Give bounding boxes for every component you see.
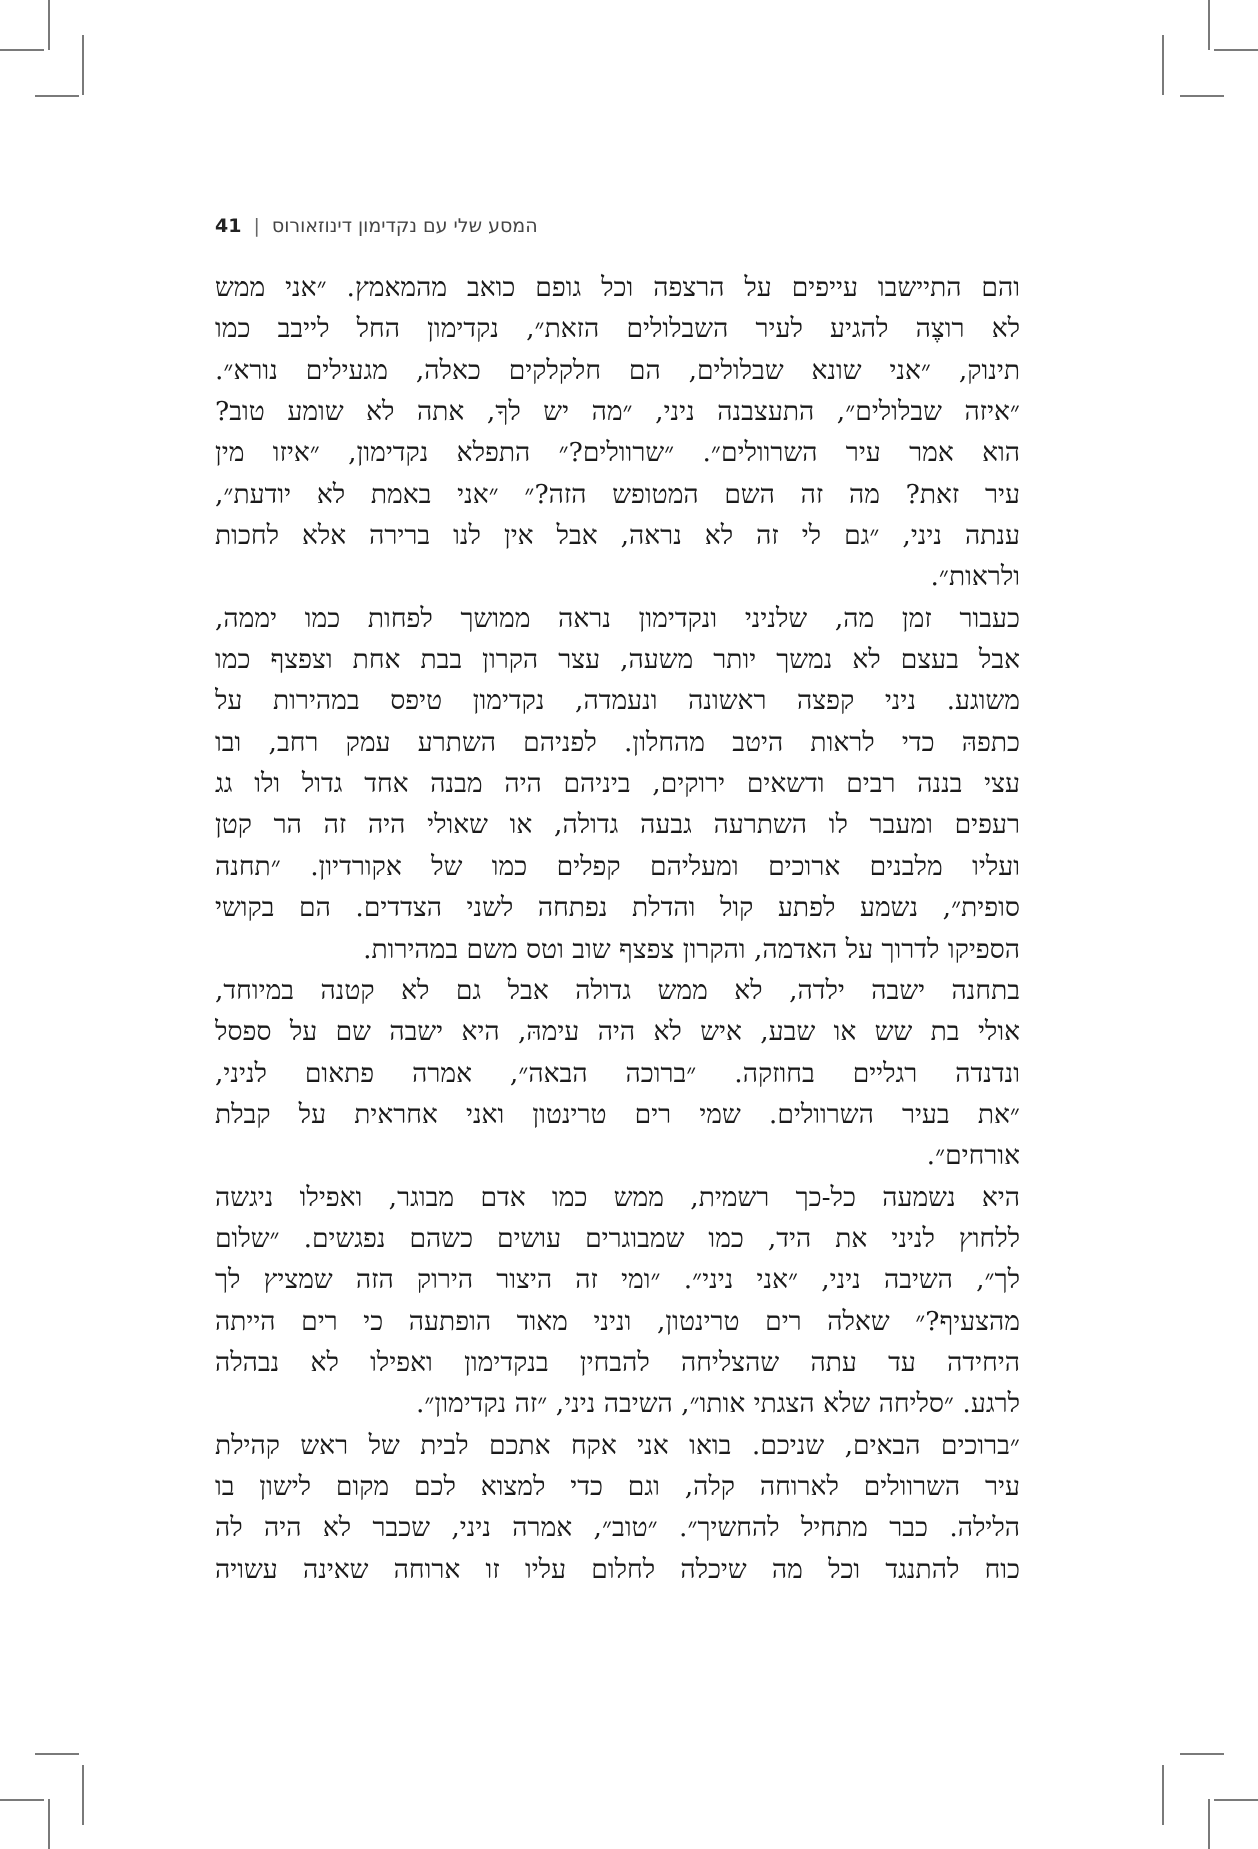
crop-mark-top-left-h2 bbox=[35, 95, 79, 97]
crop-mark-bottom-left-v2 bbox=[48, 1799, 50, 1849]
crop-mark-top-left-h bbox=[0, 49, 44, 51]
body-text bbox=[215, 267, 1020, 1590]
text-line: ללחוץ לניני את היד, כמו שמבוגרים עושים כשהם נפגשים. ״שלום bbox=[215, 1222, 1020, 1254]
text-line: ״את בעיר השרוולים. שמי רים טרינטון ואני אחראית על קבלת bbox=[215, 1098, 1020, 1130]
crop-mark-bottom-right-v bbox=[1162, 1765, 1164, 1825]
text-line: היחידה עד עתה שהצליחה להבחין בנקדימון ואפילו לא נבהלה bbox=[215, 1346, 1020, 1378]
text-line: ולראות״. bbox=[930, 561, 1020, 593]
text-line: עיר זאת? מה זה השם המטופש הזה?״ ״אני באמת לא יודעת״, bbox=[215, 478, 1020, 510]
text-line: אבל בעצם לא נמשך יותר משעה, עצר הקרון בבת אחת וצפצף כמו bbox=[215, 644, 1020, 676]
page-number: 41 bbox=[215, 215, 242, 237]
crop-mark-bottom-left-h bbox=[35, 1753, 79, 1755]
text-line: כתפהּ כדי לראות היטב מהחלון. לפניהם השתרע עמק רחב, ובו bbox=[215, 726, 1020, 758]
crop-mark-top-right-h2 bbox=[1180, 95, 1224, 97]
text-line: הוא אמר עיר השרוולים״. ״שרוולים?״ התפלא נקדימון, ״איזו מין bbox=[215, 437, 1020, 469]
text-line: אולי בת שש או שבע, איש לא היה עימהּ, היא ישבה שם על ספסל bbox=[215, 1016, 1020, 1048]
text-line: ״ברוכים הבאים, שניכם. בואו אני אקח אתכם לבית של ראש קהילת bbox=[215, 1429, 1020, 1461]
text-line: כוח להתנגד וכל מה שיכלה לחלום עליו זו ארוחה שאינה עשויה bbox=[215, 1553, 1020, 1585]
text-line: ענתה ניני, ״גם לי זה לא נראה, אבל אין לנו ברירה אלא לחכות bbox=[215, 520, 1020, 552]
text-line: תינוק, ״אני שונא שבלולים, הם חלקלקים כאלה, מגעילים נורא״. bbox=[215, 354, 1020, 386]
header-separator: | bbox=[253, 215, 260, 237]
crop-mark-bottom-right-v2 bbox=[1208, 1799, 1210, 1849]
paragraph-2 bbox=[215, 598, 1020, 970]
crop-mark-top-right-v2 bbox=[1162, 35, 1164, 95]
text-line: כעבור זמן מה, שלניני ונקדימון נראה ממושך לפחות כמו יממה, bbox=[215, 602, 1020, 634]
text-line: הלילה. כבר מתחיל להחשיך״. ״טוב״, אמרה ניני, שכבר לא היה לה bbox=[215, 1512, 1020, 1544]
crop-mark-bottom-right-h bbox=[1180, 1753, 1224, 1755]
paragraph-5 bbox=[215, 1425, 1020, 1590]
text-line: מהצעיף?״ שאלה רים טרינטון, וניני מאוד הופתעה כי רים הייתה bbox=[215, 1305, 1020, 1337]
text-line: רעפים ומעבר לו השתרעה גבעה גדולה, או שאולי היה זה הר קטן bbox=[215, 809, 1020, 841]
crop-mark-top-left-v2 bbox=[82, 35, 84, 95]
text-line: והם התיישבו עייפים על הרצפה וכל גופם כואב מהמאמץ. ״אני ממש bbox=[215, 272, 1020, 303]
text-line: סופית״, נשמע לפתע קול והדלת נפתחה לשני הצדדים. הם בקושי bbox=[215, 892, 1020, 924]
crop-mark-bottom-right-h2 bbox=[1214, 1799, 1258, 1801]
crop-mark-bottom-left-h2 bbox=[0, 1799, 44, 1801]
running-head bbox=[215, 211, 605, 241]
text-line: עיר השרוולים לארוחה קלה, וגם כדי למצוא לכם מקום לישון בו bbox=[215, 1470, 1020, 1502]
crop-mark-top-left-v bbox=[48, 0, 50, 50]
crop-mark-top-right-v bbox=[1208, 0, 1210, 50]
paragraph-4 bbox=[215, 1177, 1020, 1425]
text-line: לרגע. ״סליחה שלא הצגתי אותו״, השיבה ניני, ״זה נקדימון״. bbox=[416, 1388, 1020, 1420]
text-line: לך״, השיבה ניני, ״אני ניני״. ״ומי זה היצור הירוק הזה שמציץ לך bbox=[215, 1264, 1020, 1296]
paragraph-3 bbox=[215, 970, 1020, 1177]
text-line: עצי בננה רבים ודשאים ירוקים, ביניהם היה מבנה אחד גדול ולו גג bbox=[215, 768, 1020, 800]
text-line: ונדנדה רגליים בחוזקה. ״ברוכה הבאה״, אמרה פתאום לניני, bbox=[215, 1057, 1020, 1089]
text-line: בתחנה ישבה ילדה, לא ממש גדולה אבל גם לא קטנה במיוחד, bbox=[215, 974, 1020, 1006]
text-line: אורחים״. bbox=[926, 1140, 1020, 1172]
crop-mark-bottom-left-v bbox=[82, 1765, 84, 1825]
paragraph-1 bbox=[215, 267, 1020, 598]
text-line: ״איזה שבלולים״, התעצבנה ניני, ״מה יש לךָ, אתה לא שומע טוב? bbox=[215, 396, 1020, 428]
text-line: לא רוצֶה להגיע לעיר השבלולים הזאת״, נקדימון החל לייבב כמו bbox=[215, 313, 1020, 345]
crop-mark-top-right-h bbox=[1214, 49, 1258, 51]
text-line: הספיקו לדרוך על האדמה, והקרון צפצף שוב וטס משם במהירות. bbox=[363, 933, 1020, 965]
text-line: ועליו מלבנים ארוכים ומעליהם קפלים כמו של אקורדיון. ״תחנה bbox=[215, 850, 1020, 882]
text-line: היא נשמעה כל-כך רשמית, ממש כמו אדם מבוגר, ואפילו ניגשה bbox=[215, 1181, 1020, 1213]
text-line: משוגע. ניני קפצה ראשונה ונעמדה, נקדימון טיפס במהירות על bbox=[215, 685, 1020, 717]
book-title: המסע שלי עם נקדימון דינוזאורוס bbox=[271, 215, 538, 237]
